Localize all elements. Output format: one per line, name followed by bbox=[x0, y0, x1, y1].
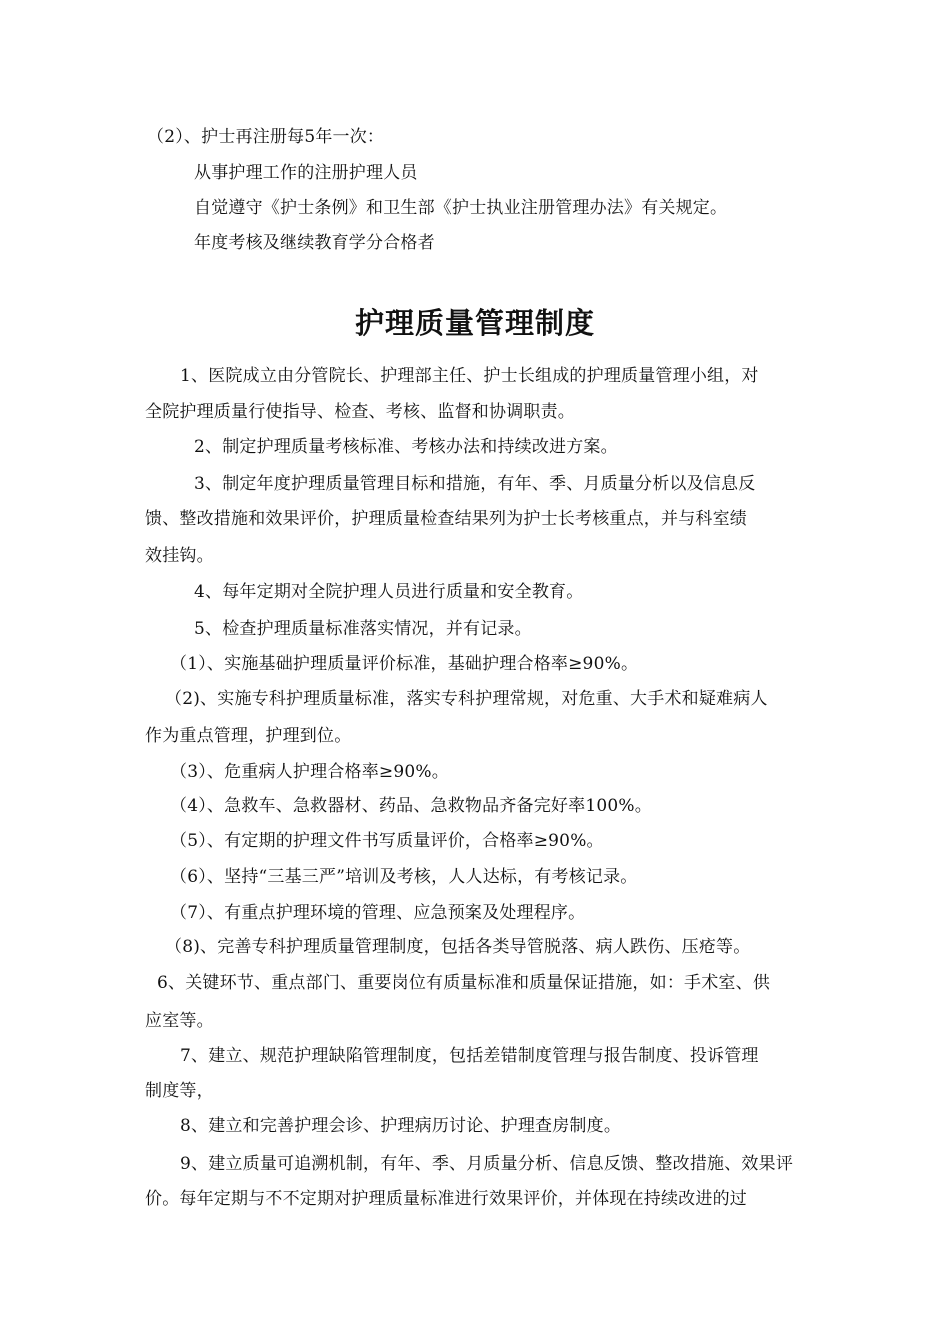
paragraph-line: 5、检查护理质量标准落实情况，并有记录。 bbox=[194, 619, 532, 639]
sub-item: （8)、完善专科护理质量管理制度，包括各类导管脱落、病人跌伤、压疮等。 bbox=[165, 937, 751, 957]
paragraph-line: 价。每年定期与不不定期对护理质量标准进行效果评价，并体现在持续改进的过 bbox=[145, 1189, 747, 1209]
sub-item: （7）、有重点护理环境的管理、应急预案及处理程序。 bbox=[170, 903, 586, 923]
paragraph-line: 6、关键环节、重点部门、重要岗位有质量标准和质量保证措施，如：手术室、供 bbox=[157, 973, 771, 993]
paragraph-line: 制度等， bbox=[145, 1081, 214, 1101]
sub-item: （5）、有定期的护理文件书写质量评价，合格率≥90%。 bbox=[170, 831, 604, 851]
renewal-item: 自觉遵守《护士条例》和卫生部《护士执业注册管理办法》有关规定。 bbox=[194, 198, 728, 218]
paragraph-line: 全院护理质量行使指导、检查、考核、监督和协调职责。 bbox=[145, 402, 575, 422]
paragraph-line: 7、建立、规范护理缺陷管理制度，包括差错制度管理与报告制度、投诉管理 bbox=[180, 1046, 759, 1066]
sub-item: 作为重点管理，护理到位。 bbox=[145, 726, 352, 746]
paragraph-line: 3、制定年度护理质量管理目标和措施，有年、季、月质量分析以及信息反 bbox=[194, 474, 756, 494]
paragraph-line: 1、医院成立由分管院长、护理部主任、护士长组成的护理质量管理小组，对 bbox=[180, 366, 759, 386]
paragraph-line: 2、制定护理质量考核标准、考核办法和持续改进方案。 bbox=[194, 437, 618, 457]
renewal-item: 年度考核及继续教育学分合格者 bbox=[194, 233, 435, 253]
paragraph-line: 应室等。 bbox=[145, 1011, 214, 1031]
paragraph-line: 8、建立和完善护理会诊、护理病历讨论、护理查房制度。 bbox=[180, 1116, 622, 1136]
renewal-heading: （2）、护士再注册每5年一次： bbox=[147, 127, 385, 147]
sub-item: （4）、急救车、急救器材、药品、急救物品齐备完好率100%。 bbox=[170, 796, 652, 816]
paragraph-line: 4、每年定期对全院护理人员进行质量和安全教育。 bbox=[194, 582, 584, 602]
paragraph-line: 馈、整改措施和效果评价，护理质量检查结果列为护士长考核重点，并与科室绩 bbox=[145, 509, 747, 529]
sub-item: （3）、危重病人护理合格率≥90%。 bbox=[170, 762, 449, 782]
paragraph-line: 效挂钩。 bbox=[145, 546, 214, 566]
renewal-item: 从事护理工作的注册护理人员 bbox=[194, 163, 418, 183]
document-title: 护理质量管理制度 bbox=[354, 306, 595, 340]
sub-item: （2)、实施专科护理质量标准，落实专科护理常规，对危重、大手术和疑难病人 bbox=[165, 689, 768, 709]
sub-item: （6）、坚持“三基三严”培训及考核，人人达标，有考核记录。 bbox=[170, 867, 638, 887]
paragraph-line: 9、建立质量可追溯机制，有年、季、月质量分析、信息反馈、整改措施、效果评 bbox=[180, 1154, 794, 1174]
sub-item: （1）、实施基础护理质量评价标准，基础护理合格率≥90%。 bbox=[170, 654, 639, 674]
